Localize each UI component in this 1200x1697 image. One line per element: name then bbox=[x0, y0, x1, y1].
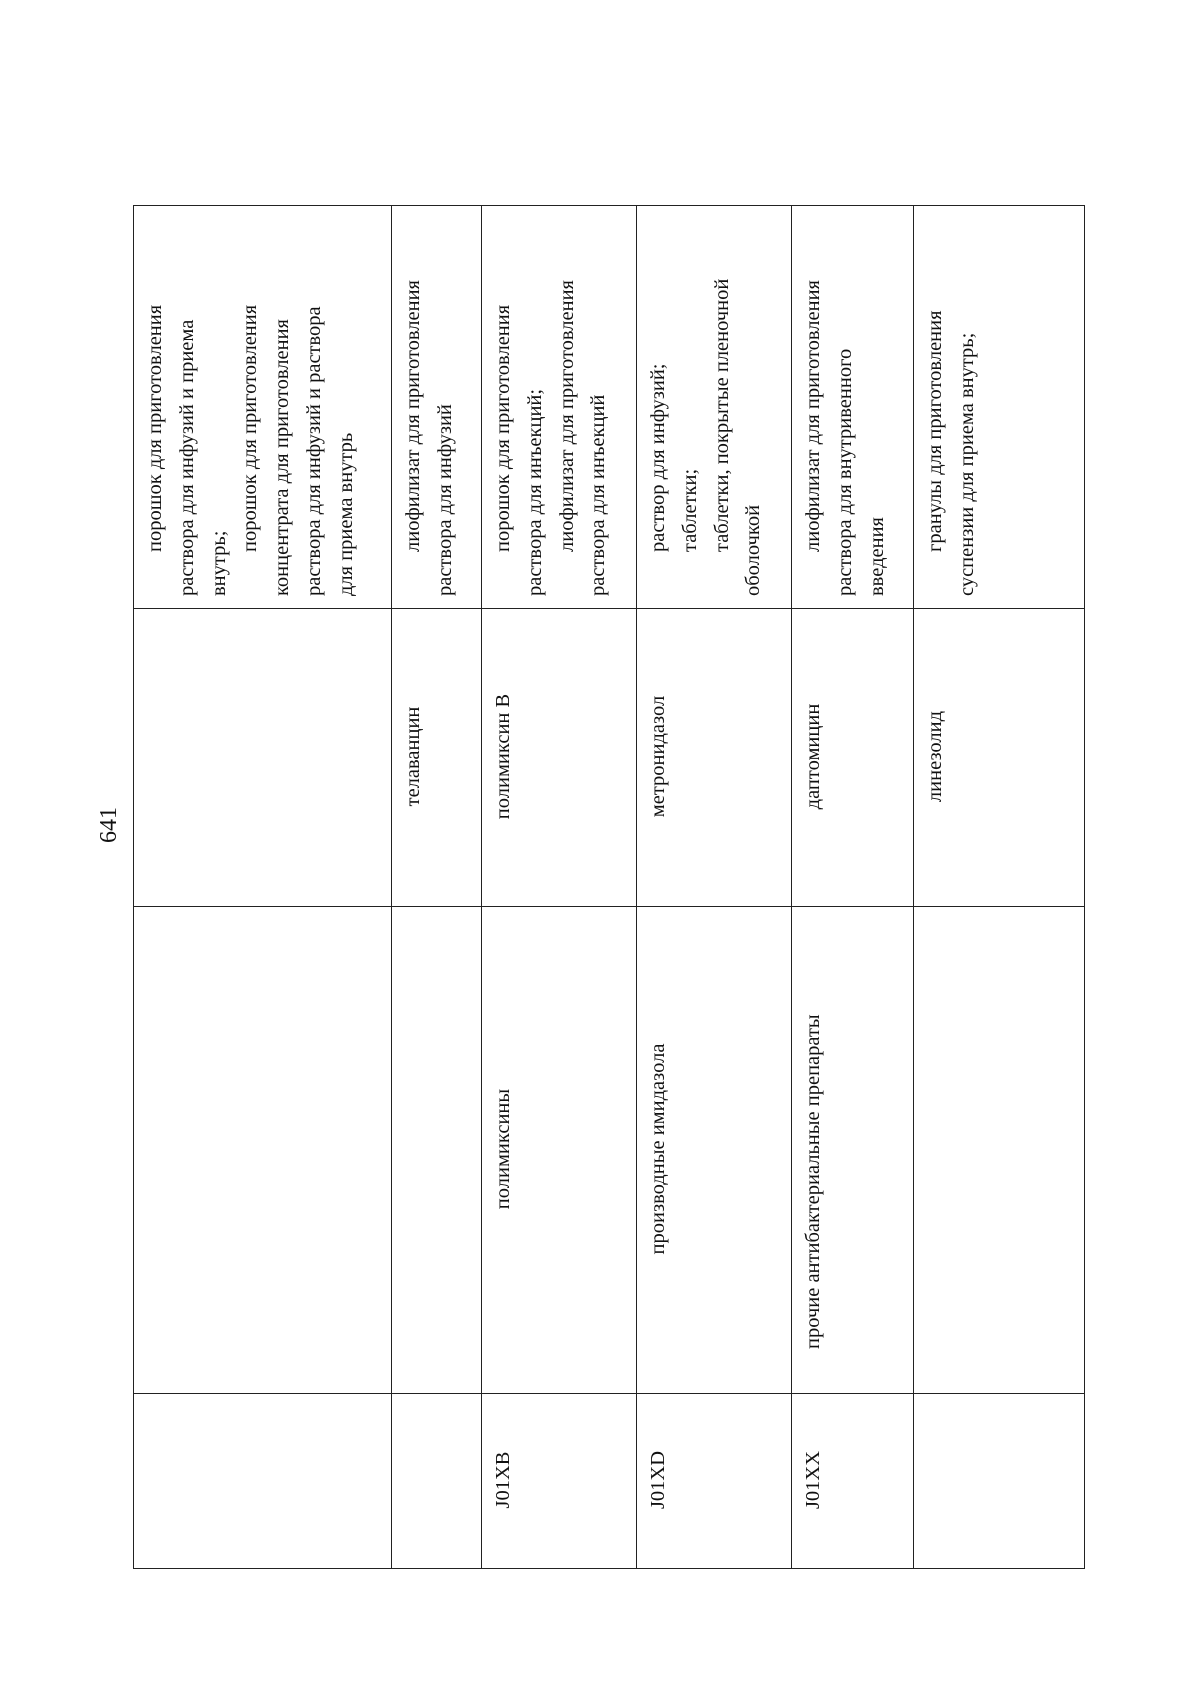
group-cell-text bbox=[134, 907, 144, 1393]
drug-name-cell bbox=[392, 609, 482, 907]
dosage-forms-cell-text bbox=[392, 206, 466, 608]
dosage-form-line: раствор для инфузий; bbox=[647, 363, 669, 552]
group-cell bbox=[482, 907, 637, 1394]
dosage-form-line: раствора для инфузий bbox=[433, 404, 456, 596]
drug-name-cell bbox=[792, 609, 914, 907]
table-row bbox=[914, 206, 1085, 1569]
dosage-form-line: гранулы для приготовления bbox=[924, 310, 946, 552]
dosage-forms-cell bbox=[792, 206, 914, 609]
dosage-form-line: порошок для приготовления bbox=[492, 304, 514, 552]
group-cell bbox=[637, 907, 792, 1394]
drug-name-cell-text: телаванцин bbox=[402, 706, 424, 807]
dosage-form-line: раствора для внутривенного bbox=[833, 348, 856, 596]
dosage-forms-cell-text bbox=[914, 206, 988, 608]
drug-name-cell bbox=[914, 609, 1085, 907]
drug-name-cell-text: даптомицин bbox=[802, 703, 824, 810]
atc-code-cell-text: J01XD bbox=[647, 1450, 669, 1510]
dosage-forms-cell bbox=[637, 206, 792, 609]
drug-name-cell-text: линезолид bbox=[924, 710, 946, 803]
dosage-form-line: лиофилизат для приготовления bbox=[802, 280, 824, 552]
atc-code-cell-text bbox=[392, 1394, 402, 1568]
dosage-forms-cell bbox=[134, 206, 392, 609]
dosage-form-line: суспензии для приема внутрь; bbox=[955, 332, 978, 596]
table-row bbox=[792, 206, 914, 1569]
drug-name-cell-text: метронидазол bbox=[647, 695, 669, 818]
dosage-form-line: таблетки, покрытые пленочной bbox=[710, 278, 733, 552]
dosage-form-line: таблетки; bbox=[678, 468, 701, 552]
table-row bbox=[637, 206, 792, 1569]
dosage-form-line: раствора для инъекций; bbox=[523, 388, 546, 596]
dosage-forms-cell bbox=[482, 206, 637, 609]
group-cell bbox=[792, 907, 914, 1394]
drug-table bbox=[133, 205, 1085, 1569]
group-cell bbox=[134, 907, 392, 1394]
dosage-forms-cell-text bbox=[637, 206, 774, 608]
group-cell bbox=[914, 907, 1085, 1394]
group-cell-text: прочие антибактериальные препараты bbox=[802, 1014, 824, 1349]
dosage-forms-cell-text bbox=[792, 206, 897, 608]
drug-name-cell bbox=[482, 609, 637, 907]
dosage-form-line: концентрата для приготовления bbox=[271, 319, 294, 596]
table-row bbox=[482, 206, 637, 1569]
dosage-form-line: лиофилизат для приготовления bbox=[402, 280, 424, 552]
dosage-form-line: введения bbox=[865, 517, 888, 596]
dosage-forms-cell-text bbox=[482, 206, 619, 608]
dosage-form-line: оболочкой bbox=[742, 504, 765, 596]
atc-code-cell-text bbox=[914, 1394, 924, 1568]
atc-code-cell bbox=[792, 1394, 914, 1569]
group-cell-text: производные имидазола bbox=[647, 1043, 669, 1255]
dosage-form-line: для приема внутрь bbox=[334, 432, 357, 596]
table-row bbox=[134, 206, 392, 1569]
atc-code-cell-text: J01XX bbox=[802, 1450, 824, 1510]
drug-name-cell-text bbox=[134, 609, 144, 906]
atc-code-cell bbox=[134, 1394, 392, 1569]
page-number: 641 bbox=[96, 807, 122, 843]
dosage-form-line: порошок для приготовления bbox=[144, 304, 166, 552]
dosage-form-line: порошок для приготовления bbox=[239, 304, 262, 552]
drug-name-cell bbox=[637, 609, 792, 907]
atc-code-cell bbox=[392, 1394, 482, 1569]
drug-name-cell-text: полимиксин В bbox=[492, 693, 514, 820]
table-body bbox=[134, 206, 1085, 1569]
dosage-form-line: раствора для инфузий и раствора bbox=[302, 306, 325, 596]
atc-code-cell-text: J01XB bbox=[492, 1451, 514, 1509]
dosage-form-line: раствора для инъекций bbox=[587, 394, 610, 596]
dosage-form-line: раствора для инфузий и приема bbox=[175, 319, 198, 596]
atc-code-cell bbox=[637, 1394, 792, 1569]
atc-code-cell bbox=[482, 1394, 637, 1569]
table-row bbox=[392, 206, 482, 1569]
dosage-form-line: внутрь; bbox=[207, 530, 230, 596]
group-cell-text: полимиксины bbox=[492, 1088, 514, 1210]
group-cell-text bbox=[914, 907, 924, 1393]
drug-name-cell bbox=[134, 609, 392, 907]
rotated-table-container bbox=[133, 206, 1084, 1569]
dosage-forms-cell bbox=[914, 206, 1085, 609]
dosage-forms-cell bbox=[392, 206, 482, 609]
group-cell bbox=[392, 907, 482, 1394]
atc-code-cell bbox=[914, 1394, 1085, 1569]
dosage-forms-cell-text bbox=[134, 206, 366, 608]
group-cell-text bbox=[392, 907, 402, 1393]
dosage-form-line: лиофилизат для приготовления bbox=[555, 280, 578, 552]
atc-code-cell-text bbox=[134, 1394, 144, 1568]
